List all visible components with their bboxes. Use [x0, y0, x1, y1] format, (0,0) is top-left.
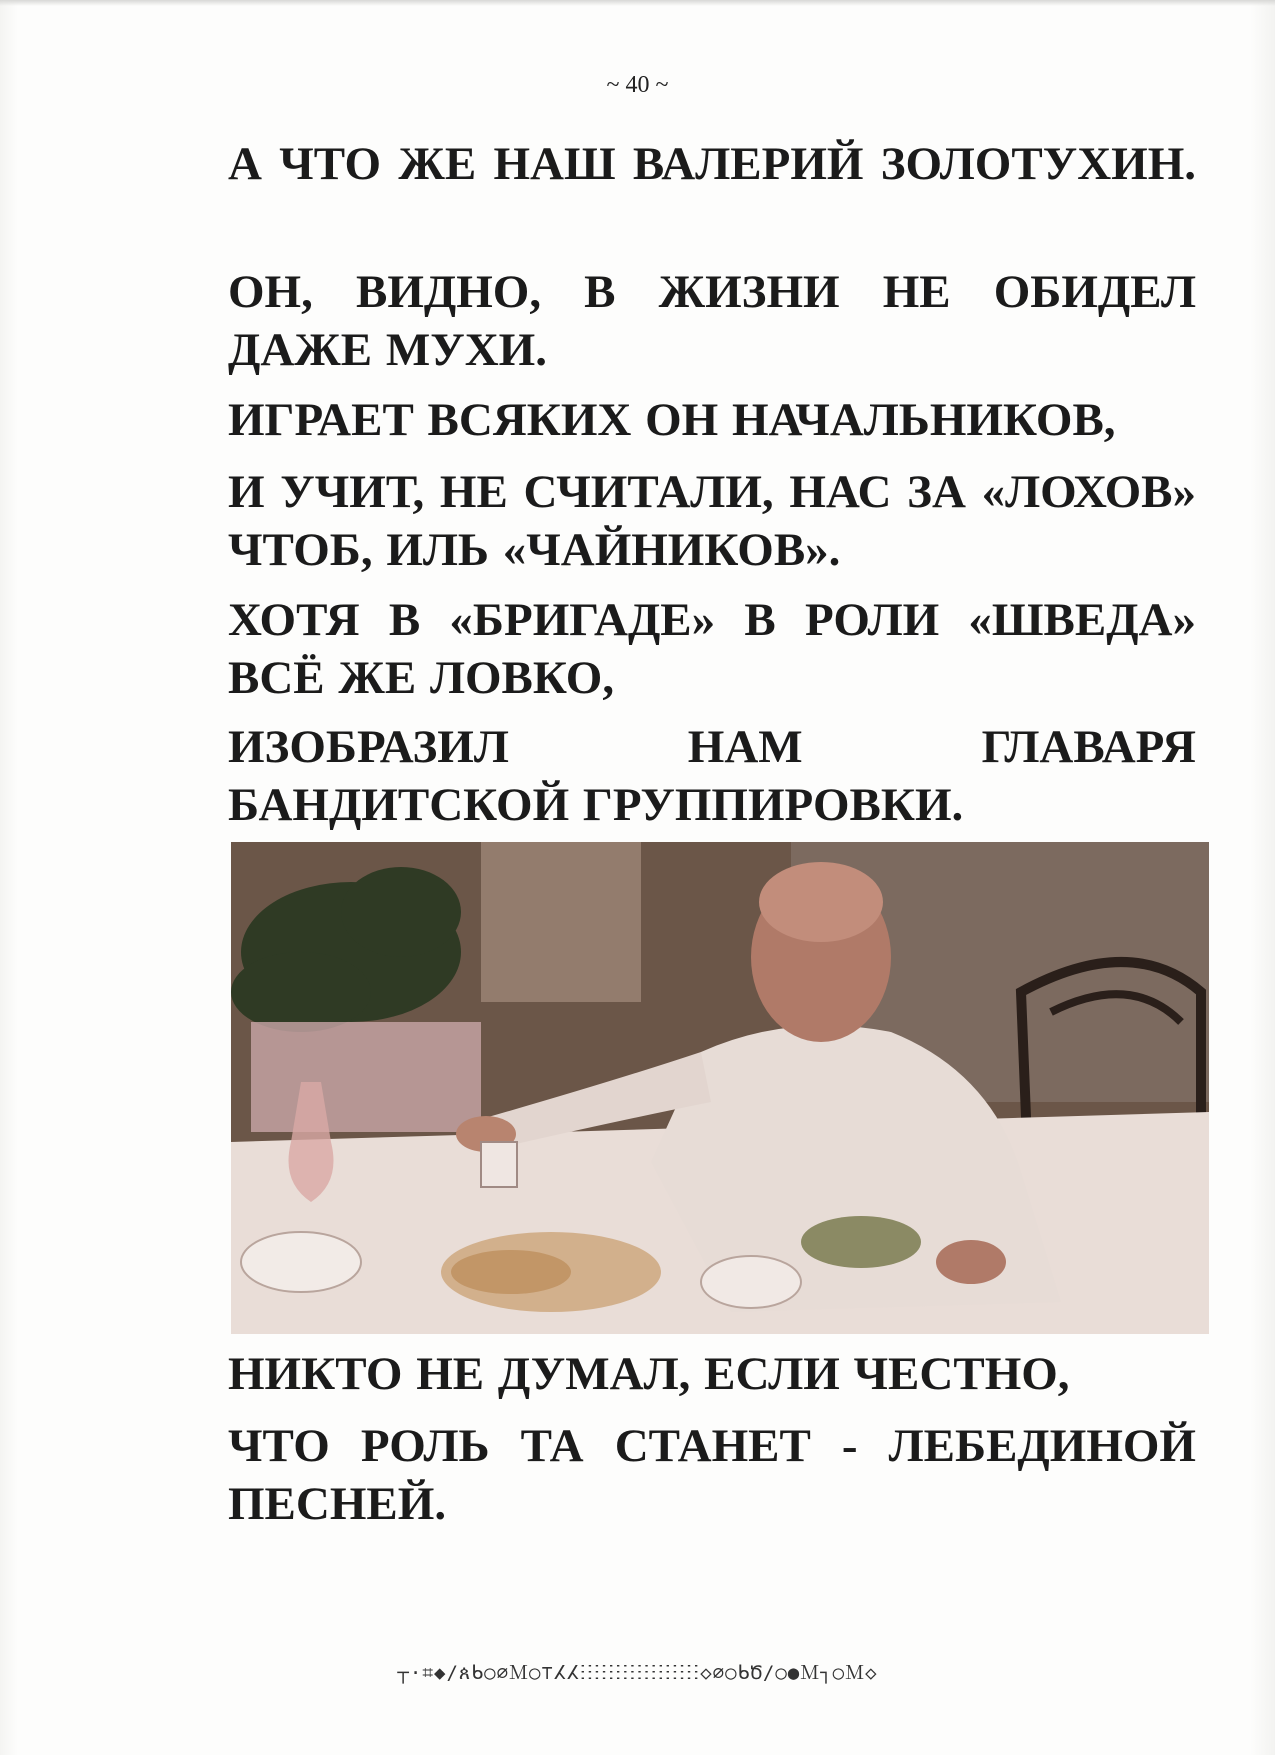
scan-edge — [0, 0, 1275, 6]
verse-8: ЧТО РОЛЬ ТА СТАНЕТ - ЛЕБЕДИНОЙ ПЕСНЕЙ. — [228, 1420, 1196, 1530]
photo-illustration — [231, 842, 1209, 1334]
page-number: ~ 40 ~ — [606, 72, 669, 98]
verse-3: ИГРАЕТ ВСЯКИХ ОН НАЧАЛЬНИКОВ, — [228, 394, 1116, 446]
verse-2: ОН, ВИДНО, В ЖИЗНИ НЕ ОБИДЕЛ ДАЖЕ МУХИ. — [228, 266, 1196, 376]
film-still-photo — [231, 842, 1209, 1334]
verse-6: ИЗОБРАЗИЛ НАМ ГЛАВАРЯ БАНДИТСКОЙ ГРУППИРОВКИ. — [228, 721, 1196, 831]
footer-ornament: ┬·⌗◆/ጰᑲ○⌀Ｍ○⊤ⵃⵃⵗⵗⵗⵗⵗⵗⵗⵗⵗⵗⵗⵗⵗⵗⵗⵗⵗ◇∅○ᑲԾ/○●Ｍ┐○Ｍ◇ — [397, 1662, 878, 1684]
verse-4: И УЧИТ, НЕ СЧИТАЛИ, НАС ЗА «ЛОХОВ» ЧТОБ, ИЛЬ «ЧАЙНИКОВ». — [228, 466, 1196, 576]
verse-1: А ЧТО ЖЕ НАШ ВАЛЕРИЙ ЗОЛОТУХИН. — [228, 138, 1196, 190]
verse-5: ХОТЯ В «БРИГАДЕ» В РОЛИ «ШВЕДА» ВСЁ ЖЕ ЛОВКО, — [228, 594, 1196, 704]
verse-7: НИКТО НЕ ДУМАЛ, ЕСЛИ ЧЕСТНО, — [228, 1348, 1070, 1400]
